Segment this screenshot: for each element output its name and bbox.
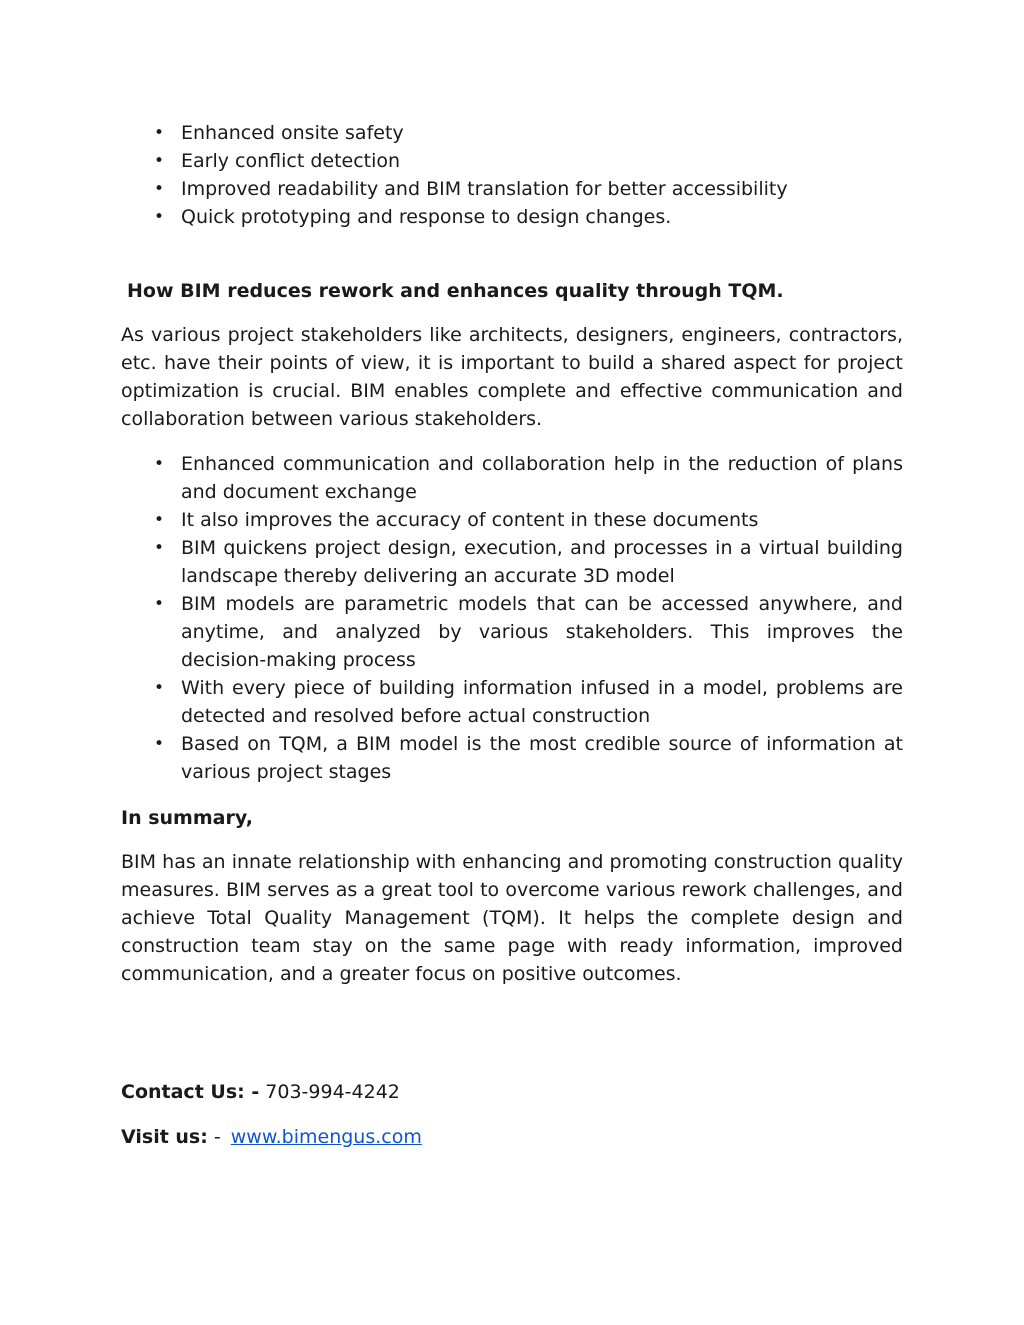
bullet-icon: • bbox=[154, 123, 165, 143]
bullet-icon: • bbox=[154, 179, 165, 199]
list-item bbox=[121, 506, 903, 534]
list-item-text: Based on TQM, a BIM model is the most credible source of information at various project stages bbox=[181, 733, 903, 783]
contact-line bbox=[121, 1078, 400, 1106]
visit-line bbox=[121, 1123, 422, 1151]
section-heading-summary: In summary, bbox=[121, 807, 253, 829]
list-item bbox=[121, 175, 903, 203]
list-item bbox=[121, 730, 903, 786]
list-item-text: It also improves the accuracy of content in these documents bbox=[181, 509, 759, 531]
list-item-text: BIM models are parametric models that can be accessed anywhere, and anytime, and analyzed by various stakeholders. This improves the decision-making process bbox=[181, 593, 903, 671]
contact-phone: 703-994-4242 bbox=[265, 1081, 400, 1103]
list-item-text: Early conflict detection bbox=[181, 150, 401, 172]
benefits-bullet-list bbox=[121, 450, 903, 786]
bullet-icon: • bbox=[154, 207, 165, 227]
list-item-text: Enhanced communication and collaboration help in the reduction of plans and document exchange bbox=[181, 453, 903, 503]
list-item-text: Improved readability and BIM translation for better accessibility bbox=[181, 178, 788, 200]
stakeholders-paragraph: As various project stakeholders like architects, designers, engineers, contractors, etc. have their points of view, it is important to build a shared aspect for project optimization is crucial. BIM enables complete and effective communication and collaboration between various stakeholders. bbox=[121, 324, 903, 430]
bullet-icon: • bbox=[154, 151, 165, 171]
summary-paragraph: BIM has an innate relationship with enhancing and promoting construction quality measures. BIM serves as a great tool to overcome various rework challenges, and achieve Total Quality Management (TQM). It helps the complete design and construction team stay on the same page with ready information, improved communication, and a greater focus on positive outcomes. bbox=[121, 851, 903, 985]
bullet-icon: • bbox=[154, 510, 165, 530]
bullet-icon: • bbox=[154, 454, 165, 474]
bullet-icon: • bbox=[154, 594, 165, 614]
list-item-text: Enhanced onsite safety bbox=[181, 122, 404, 144]
list-item bbox=[121, 450, 903, 506]
visit-separator: - bbox=[213, 1126, 221, 1148]
list-item bbox=[121, 674, 903, 730]
list-item bbox=[121, 534, 903, 590]
list-item-text: Quick prototyping and response to design changes. bbox=[181, 206, 672, 228]
list-item bbox=[121, 119, 903, 147]
intro-bullet-list bbox=[121, 119, 903, 231]
bullet-icon: • bbox=[154, 678, 165, 698]
contact-label: Contact Us: - bbox=[121, 1081, 260, 1103]
list-item-text: With every piece of building information infused in a model, problems are detected and resolved before actual construction bbox=[181, 677, 903, 727]
website-link[interactable]: www.bimengus.com bbox=[230, 1126, 422, 1148]
section-heading-bim: How BIM reduces rework and enhances quality through TQM. bbox=[127, 280, 784, 302]
bullet-icon: • bbox=[154, 538, 165, 558]
list-item bbox=[121, 590, 903, 674]
list-item bbox=[121, 203, 903, 231]
bullet-icon: • bbox=[154, 734, 165, 754]
list-item-text: BIM quickens project design, execution, and processes in a virtual building landscape thereby delivering an accurate 3D model bbox=[181, 537, 903, 587]
visit-label: Visit us: bbox=[121, 1126, 208, 1148]
list-item bbox=[121, 147, 903, 175]
